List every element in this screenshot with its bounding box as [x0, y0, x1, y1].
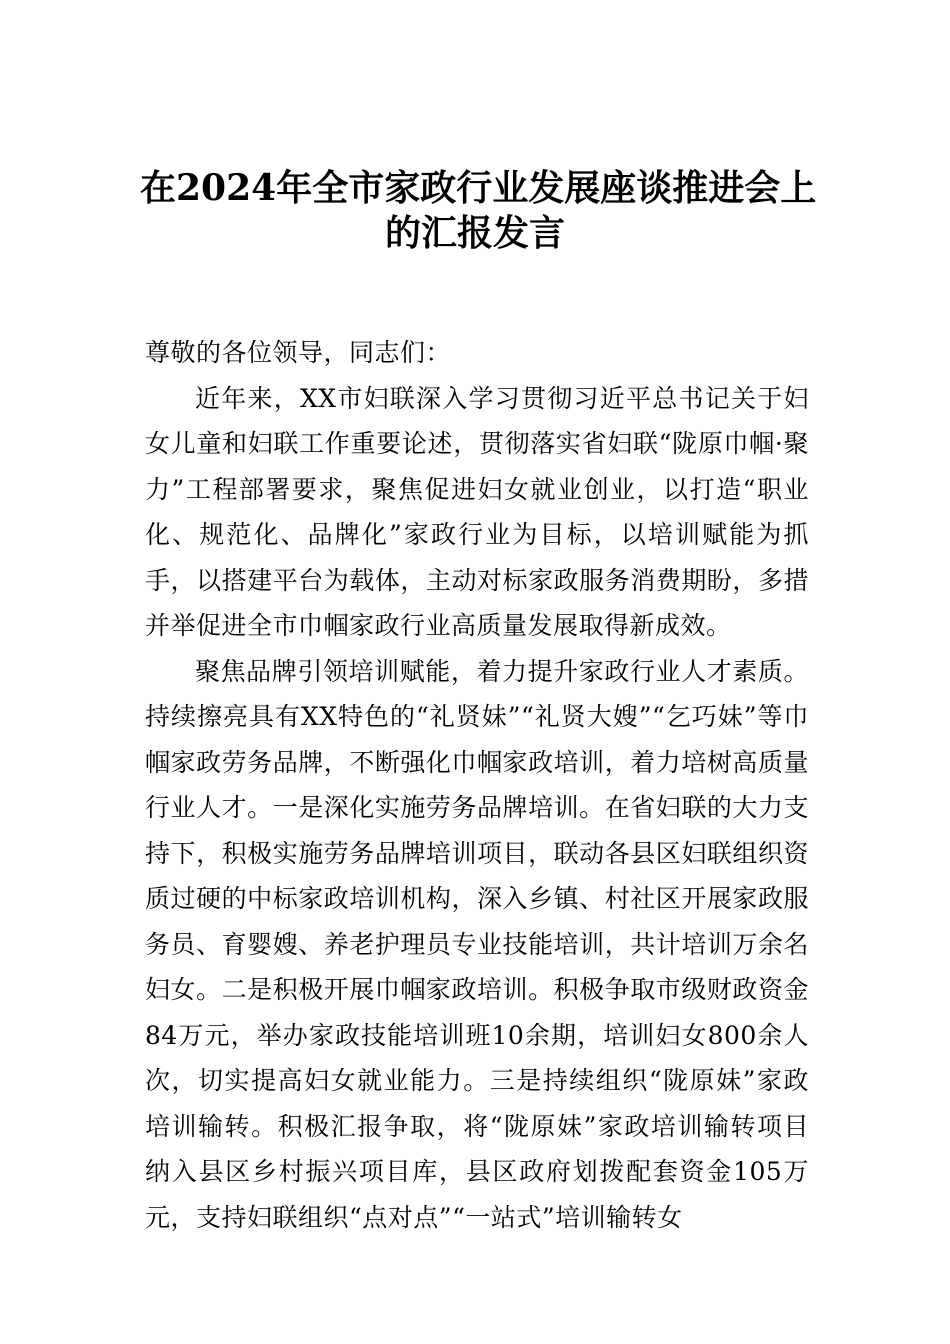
- document-title-line2: 的汇报发言: [384, 212, 565, 254]
- paragraph-training: 聚焦品牌引领培训赋能，着力提升家政行业人才素质。持续擦亮具有XX特色的“礼贤妹”“礼贤大嫂”“乞巧妹”等巾帼家政劳务品牌，不断强化巾帼家政培训，着力培树高质量行业人才。一是深化实施劳务品牌培训。在省妇联的大力支持下，积极实施劳务品牌培训项目，联动各县区妇联组织资质过硬的中标家政培训机构，深入乡镇、村社区开展家政服务员、育婴嫂、养老护理员专业技能培训，共计培训万余名妇女。二是积极开展巾帼家政培训。积极争取市级财政资金84万元，举办家政技能培训班10余期，培训妇女800余人次，切实提高妇女就业能力。三是持续组织“陇原妹”家政培训输转。积极汇报争取，将“陇原妹”家政培训输转项目纳入县区乡村振兴项目库，县区政府划拨配套资金105万元，支持妇联组织“点对点”“一站式”培训输转女: [145, 656, 809, 1232]
- document-title-line1: 在2024年全市家政行业发展座谈推进会上: [140, 167, 817, 209]
- salutation: 尊敬的各位领导，同志们：: [145, 338, 452, 367]
- paragraph-intro: 近年来，XX市妇联深入学习贯彻习近平总书记关于妇女儿童和妇联工作重要论述，贯彻落实省妇联“陇原巾帼·聚力”工程部署要求，聚焦促进妇女就业创业，以打造“职业化、规范化、品牌化”家政行业为目标，以培训赋能为抓手，以搭建平台为载体，主动对标家政服务消费期盼，多措并举促进全市巾帼家政行业高质量发展取得新成效。: [145, 383, 809, 640]
- document-body: [145, 330, 809, 1240]
